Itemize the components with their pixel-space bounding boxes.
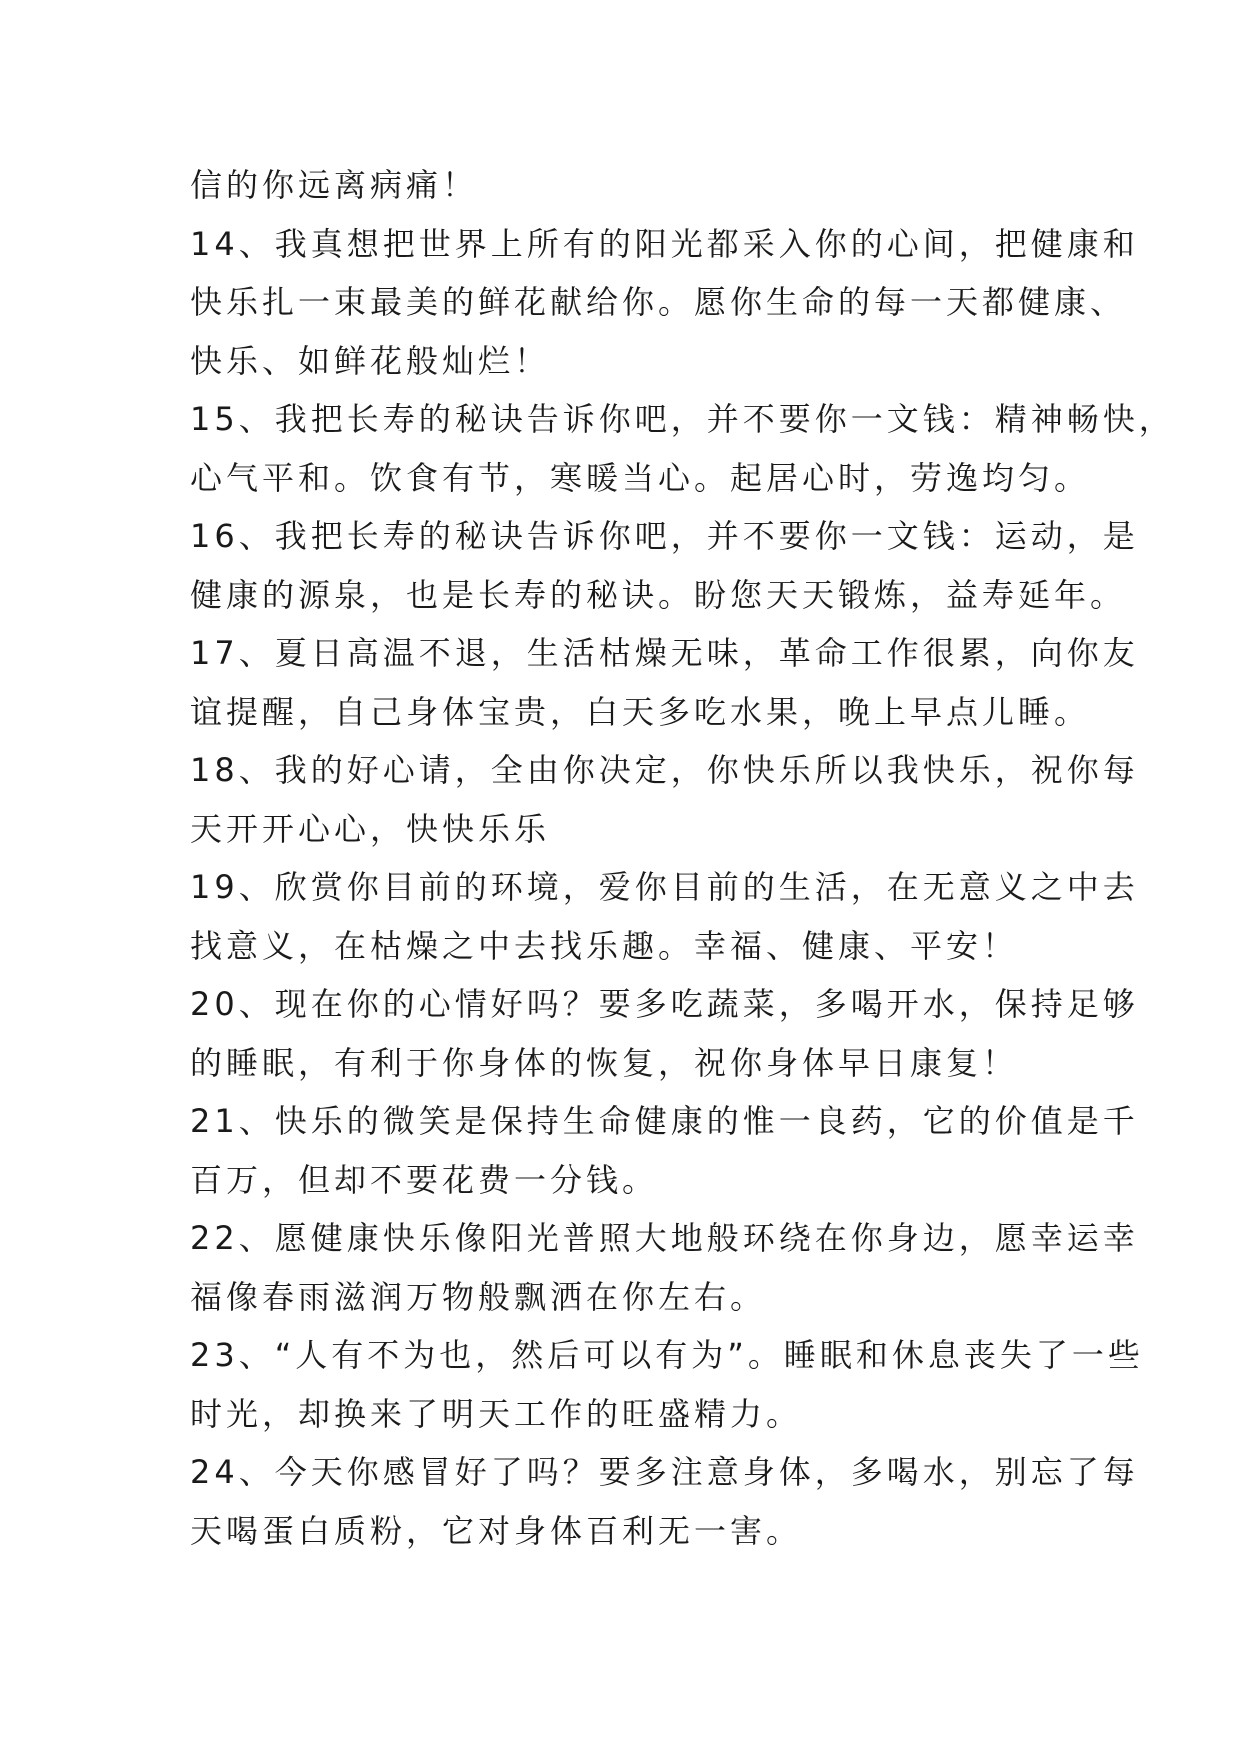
text-line: 快乐、如鲜花般灿烂！ [190,341,551,380]
text-line: 百万，但却不要花费一分钱。 [190,1160,659,1199]
text-line: 福像春雨滋润万物般飘洒在你左右。 [190,1277,767,1316]
text-line: 16、我把长寿的秘诀告诉你吧，并不要你一文钱：运动，是 [190,517,1139,555]
text-line: 14、我真想把世界上所有的阳光都采入你的心间，把健康和 [190,224,1139,263]
text-line: 健康的源泉，也是长寿的秘诀。盼您天天锻炼，益寿延年。 [190,575,1127,614]
text-line: 21、快乐的微笑是保持生命健康的惟一良药，它的价值是千 [190,1102,1139,1140]
text-line: 22、愿健康快乐像阳光普照大地般环绕在你身边，愿幸运幸 [190,1219,1139,1257]
document-body [190,156,1175,1560]
text-line: 时光，却换来了明天工作的旺盛精力。 [190,1394,803,1433]
text-line: 心气平和。饮食有节，寒暖当心。起居心时，劳逸均匀。 [190,458,1091,497]
text-line: 18、我的好心请，全由你决定，你快乐所以我快乐，祝你每 [190,751,1139,789]
text-line: 23、“人有不为也，然后可以有为”。睡眠和休息丧失了一些 [190,1336,1144,1374]
text-line: 天开开心心，快快乐乐 [190,809,551,848]
text-line: 的睡眠，有利于你身体的恢复，祝你身体早日康复！ [190,1043,1019,1082]
text-line: 15、我把长寿的秘诀告诉你吧，并不要你一文钱：精神畅快， [190,400,1175,438]
text-line: 17、夏日高温不退，生活枯燥无味，革命工作很累，向你友 [190,634,1139,672]
text-line: 24、今天你感冒好了吗？要多注意身体，多喝水，别忘了每 [190,1453,1139,1491]
text-line: 谊提醒，自己身体宝贵，白天多吃水果，晚上早点儿睡。 [190,692,1091,731]
text-line: 信的你远离病痛！ [190,166,479,204]
text-line: 天喝蛋白质粉，它对身体百利无一害。 [190,1511,803,1550]
text-line: 19、欣赏你目前的环境，爱你目前的生活，在无意义之中去 [190,868,1139,906]
text-line: 快乐扎一束最美的鲜花献给你。愿你生命的每一天都健康、 [190,283,1127,321]
text-line: 找意义，在枯燥之中去找乐趣。幸福、健康、平安！ [190,926,1019,965]
text-line: 20、现在你的心情好吗？要多吃蔬菜，多喝开水，保持足够 [190,985,1139,1023]
